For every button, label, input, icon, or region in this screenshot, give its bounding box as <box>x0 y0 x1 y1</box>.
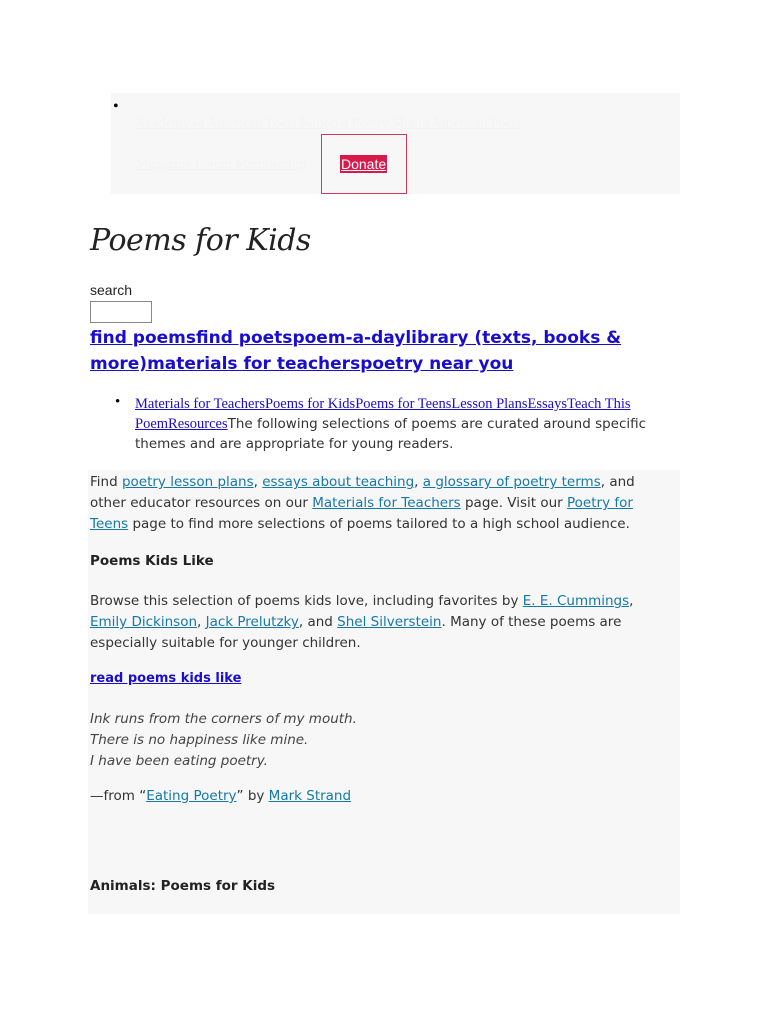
library-link[interactable]: library (texts, books & more) <box>90 328 622 374</box>
poem-line: There is no happiness like mine. <box>90 732 309 748</box>
sub-nav-intro-text: The following selections of poems are curated around specific themes and are appropriate for young readers. <box>135 416 647 452</box>
list-bullet: • <box>113 98 119 115</box>
sub-nav-resources[interactable]: Resources <box>168 416 228 432</box>
text: . Many of these poems are especially suitable for younger children. <box>90 614 622 651</box>
top-nav-link[interactable]: Magazine Forum Membership <box>136 157 307 172</box>
read-poems-kids-like-link[interactable]: read poems kids like <box>90 671 242 686</box>
poems-kids-like-paragraph <box>90 591 665 654</box>
main-content-panel <box>88 470 680 914</box>
text: page to find more selections of poems tailored to a high school audience. <box>128 516 630 532</box>
ee-cummings-link[interactable]: E. E. Cummings <box>522 593 630 609</box>
sub-nav-teach-this-poem[interactable]: Teach This Poem <box>135 396 631 432</box>
text: Browse this selection of poems kids love, including favorites by <box>90 593 523 609</box>
shel-silverstein-link[interactable]: Shel Silverstein <box>337 614 442 630</box>
emily-dickinson-link[interactable]: Emily Dickinson <box>90 614 198 630</box>
search-label: search <box>90 282 133 298</box>
donate-button[interactable]: Donate <box>341 156 387 172</box>
essays-about-teaching-link[interactable]: essays about teaching <box>262 474 415 490</box>
top-nav-links-row-1[interactable] <box>136 116 521 132</box>
poem-excerpt <box>90 709 357 772</box>
text: —from “ <box>90 788 147 804</box>
top-nav-link[interactable]: Academy of American Poets National Poetry Month American Poets <box>136 116 521 131</box>
poetry-lesson-plans-link[interactable]: poetry lesson plans <box>121 474 254 490</box>
text: , and <box>298 614 338 630</box>
sub-nav-poems-for-teens[interactable]: Poems for Teens <box>355 396 452 412</box>
text: ” by <box>236 788 269 804</box>
sub-nav-poems-for-kids[interactable]: Poems for Kids <box>264 396 356 412</box>
glossary-link[interactable]: a glossary of poetry terms <box>422 474 601 490</box>
search-input[interactable] <box>90 301 152 323</box>
poem-line: I have been eating poetry. <box>90 753 268 769</box>
sub-nav-lesson-plans[interactable]: Lesson Plans <box>451 396 528 412</box>
poetry-near-you-link[interactable]: poetry near you <box>360 354 514 374</box>
poetry-for-teens-link[interactable]: Poetry for Teens <box>90 495 633 532</box>
poem-a-day-link[interactable]: poem-a-day <box>292 328 406 348</box>
top-nav-links-row-2[interactable] <box>136 157 306 173</box>
page-title: Poems for Kids <box>90 223 311 258</box>
jack-prelutzky-link[interactable]: Jack Prelutzky <box>205 614 299 630</box>
text: , <box>253 474 263 490</box>
find-poems-link[interactable]: find poems <box>90 328 197 348</box>
section-heading-poems-kids-like: Poems Kids Like <box>90 553 214 569</box>
text: page. Visit our <box>460 495 567 511</box>
eating-poetry-link[interactable]: Eating Poetry <box>146 788 237 804</box>
materials-for-teachers-link[interactable]: materials for teachers <box>147 354 361 374</box>
mark-strand-link[interactable]: Mark Strand <box>268 788 352 804</box>
sub-nav-essays[interactable]: Essays <box>527 396 567 412</box>
poem-line: Ink runs from the corners of my mouth. <box>90 711 357 727</box>
list-item <box>135 394 660 454</box>
find-links-nav <box>90 325 650 377</box>
sub-nav-materials-for-teachers[interactable]: Materials for Teachers <box>135 396 265 412</box>
section-heading-animals: Animals: Poems for Kids <box>90 878 276 894</box>
list-bullet: • <box>115 394 121 410</box>
text: , <box>414 474 423 490</box>
find-poets-link[interactable]: find poets <box>196 328 293 348</box>
text: , and other educator resources on our <box>90 474 635 511</box>
text: Find <box>90 474 122 490</box>
materials-for-teachers-inline-link[interactable]: Materials for Teachers <box>312 495 461 511</box>
text: , <box>197 614 206 630</box>
poem-credit <box>90 788 351 804</box>
intro-paragraph <box>90 472 665 535</box>
text: , <box>629 593 634 609</box>
